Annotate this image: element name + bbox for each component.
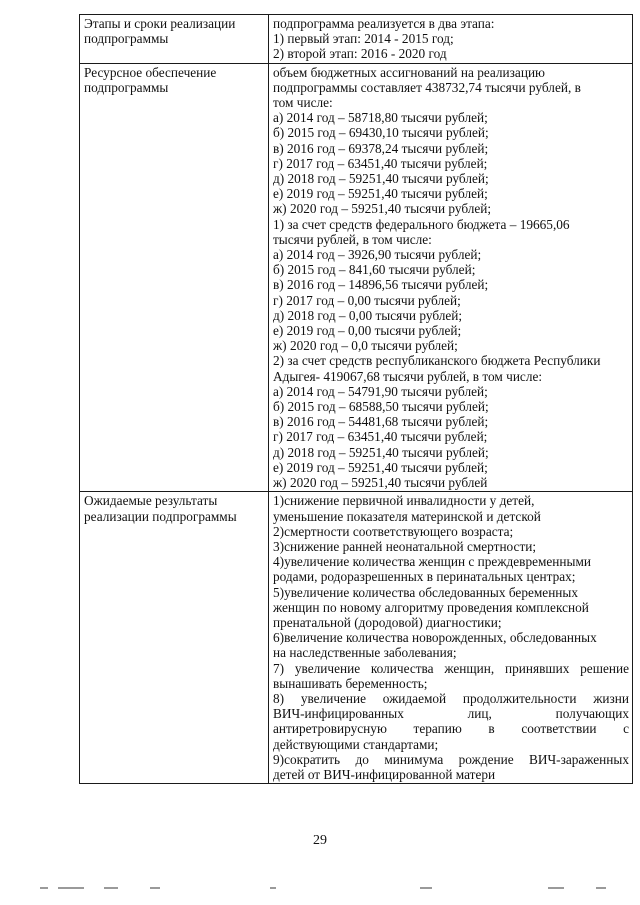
content-line: 5)увеличение количества обследованных беременных [273,584,579,600]
content-line: б) 2015 год – 68588,50 тысячи рублей; [273,399,489,415]
content-line: на наследственные заболевания; [273,645,457,661]
content-line: 2)смертности соответствующего возраста; [273,523,514,539]
content-line: в) 2016 год – 14896,56 тысячи рублей; [273,277,489,293]
content-line: родами, родоразрешенных в перинатальных центрах; [273,569,576,585]
row-label-cell [80,63,269,492]
scan-artifact [58,887,84,889]
content-line: б) 2015 год – 69430,10 тысячи рублей; [273,125,489,141]
content-line: вынашивать беременность; [273,675,428,691]
content-line: женщин по новому алгоритму проведения комплексной [273,599,589,615]
table-row [80,63,633,492]
row-label-line: подпрограммы [84,79,169,95]
content-line: ВИЧ-инфицированных лиц, получающих [273,706,629,722]
content-line: а) 2014 год – 3926,90 тысячи рублей; [273,247,482,263]
content-line: е) 2019 год – 59251,40 тысячи рублей; [273,459,488,475]
content-line: подпрограммы составляет 438732,74 тысячи рублей, в [273,79,581,95]
content-line: а) 2014 год – 54791,90 тысячи рублей; [273,383,488,399]
content-line: 8) увеличение ожидаемой продолжительности жизни [273,690,629,706]
row-label-line: Этапы и сроки реализации [84,16,236,31]
content-line: том числе: [273,95,333,111]
content-line: тысячи рублей, в том числе: [273,231,432,247]
table-row [80,492,633,784]
content-line: д) 2018 год – 59251,40 тысячи рублей; [273,171,489,187]
scan-artifact [150,887,160,889]
content-line: детей от ВИЧ-инфицированной матери [273,766,496,782]
content-line: 1)снижение первичной инвалидности у детей, [273,493,535,509]
row-label-line: Ожидаемые результаты [84,493,218,509]
content-line: 9)сократить до минимума рождение ВИЧ-зараженных [273,751,629,767]
content-line: 1) за счет средств федерального бюджета – 19665,06 [273,216,570,232]
content-line: д) 2018 год – 0,00 тысячи рублей; [273,307,463,323]
content-line: объем бюджетных ассигнований на реализацию [273,64,545,80]
scan-artifact [40,887,48,889]
row-content-cell [269,492,633,784]
content-line: г) 2017 год – 63451,40 тысячи рублей; [273,429,488,445]
row-label-cell [80,15,269,64]
content-line: 2) второй этап: 2016 - 2020 год [273,46,447,62]
scan-artifact [420,887,432,889]
row-label-cell [80,492,269,784]
content-line: 2) за счет средств республиканского бюджета Республики [273,353,601,369]
content-line: а) 2014 год – 58718,80 тысячи рублей; [273,110,488,126]
table-row [80,15,633,64]
scan-artifact [104,887,118,889]
content-line: е) 2019 год – 59251,40 тысячи рублей; [273,186,488,202]
row-label-line: Ресурсное обеспечение [84,64,217,80]
content-line: пренатальной (дородовой) диагностики; [273,614,502,630]
page-number: 29 [313,833,327,848]
row-label-line: подпрограммы [84,31,169,47]
content-line: действующими стандартами; [273,736,439,752]
content-line: б) 2015 год – 841,60 тысячи рублей; [273,262,476,278]
content-line: в) 2016 год – 54481,68 тысячи рублей; [273,414,489,430]
content-line: д) 2018 год – 59251,40 тысячи рублей; [273,444,489,460]
content-line: Адыгея- 419067,68 тысячи рублей, в том числе: [273,368,543,384]
content-line: 7) увеличение количества женщин, принявших решение [273,660,629,676]
row-label-line: реализации подпрограммы [84,508,237,524]
content-line: г) 2017 год – 0,00 тысячи рублей; [273,292,461,308]
content-line: в) 2016 год – 69378,24 тысячи рублей; [273,140,489,156]
content-line: ж) 2020 год – 0,0 тысячи рублей; [273,338,458,354]
program-passport-table [79,14,633,784]
content-line: ж) 2020 год – 59251,40 тысячи рублей [273,475,488,491]
content-line: е) 2019 год – 0,00 тысячи рублей; [273,323,462,339]
content-line: подпрограмма реализуется в два этапа: [273,16,495,31]
row-content-cell [269,63,633,492]
content-line: 6)величение количества новорожденных, обследованных [273,630,597,646]
content-line: 1) первый этап: 2014 - 2015 год; [273,31,454,47]
content-line: г) 2017 год – 63451,40 тысячи рублей; [273,155,488,171]
content-line: уменьшение показателя материнской и детской [273,508,541,524]
content-line: 3)снижение ранней неонатальной смертности; [273,538,537,554]
content-line: антиретровирусную терапию в соответствии с [273,721,629,737]
scan-artifact [596,887,606,889]
scan-artifact [548,887,564,889]
scan-artifact [270,887,276,889]
row-content-cell [269,15,633,64]
content-line: ж) 2020 год – 59251,40 тысячи рублей; [273,201,492,217]
content-line: 4)увеличение количества женщин с преждевременными [273,554,592,570]
